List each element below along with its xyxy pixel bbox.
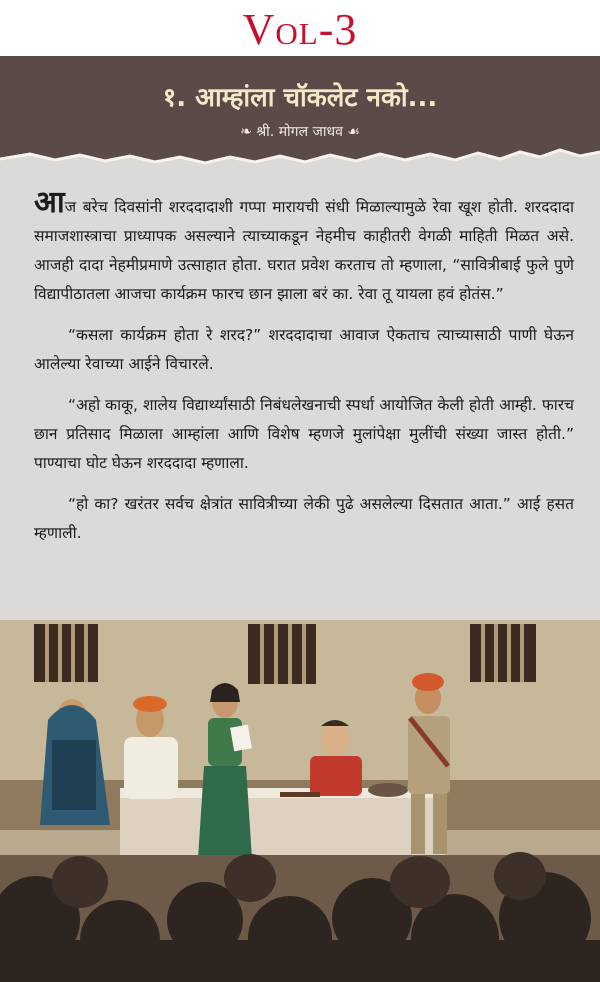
story-illustration [0,620,600,982]
story-text [34,185,574,560]
volume-heading: Vol-3 [242,5,358,54]
paragraph-1-text: ज बरेच दिवसांनी शरददादाशी गप्पा मारायची संधी मिळाल्यामुळे रेवा खूश होती. शरददादा समाजशास्त्राचा प्राध्यापक असल्याने त्याच्याकडून नेहमीच काहीतरी वेगळी माहिती मिळत असे. आजही दादा नेहमीप्रमाणे उत्साहात होता. घरात प्रवेश करताच तो म्हणाला, “सावित्रीबाई फुले पुणे विद्यापीठातला आजचा कार्यक्रम फारच छान झाला बरं का. रेवा तू यायला हवं होतंस.” [34,198,574,303]
ornament-left-icon: ❧ [240,124,257,140]
chapter-title: १. आम्हांला चॉकलेट नको... [162,83,438,113]
ornament-right-icon: ☙ [342,124,360,140]
paragraph-4: “हो का? खरंतर सर्वच क्षेत्रांत सावित्रीच्या लेकी पुढे असलेल्या दिसतात आता.” आई हसत म्हणाली. [34,495,574,542]
book-page [0,56,600,982]
paragraph-1 [34,185,574,309]
paragraph-2: “कसला कार्यक्रम होता रे शरद?” शरददादाचा आवाज ऐकताच त्याच्यासाठी पाणी घेऊन आलेल्या रेवाच्या आईने विचारले. [34,326,574,373]
author-name: श्री. मोगल जाधव [256,124,343,140]
drop-cap: आ [34,185,65,220]
chapter-author [0,122,600,141]
paragraph-3: “अहो काकू, शालेय विद्यार्थ्यांसाठी निबंधलेखनाची स्पर्धा आयोजित केली होती आम्ही. फारच छान प्रतिसाद मिळाला आम्हांला आणि विशेष म्हणजे मुलांपेक्षा मुलींची संख्या जास्त होती.” पाण्याचा घोट घेऊन शरददादा म्हणाला. [34,396,574,472]
